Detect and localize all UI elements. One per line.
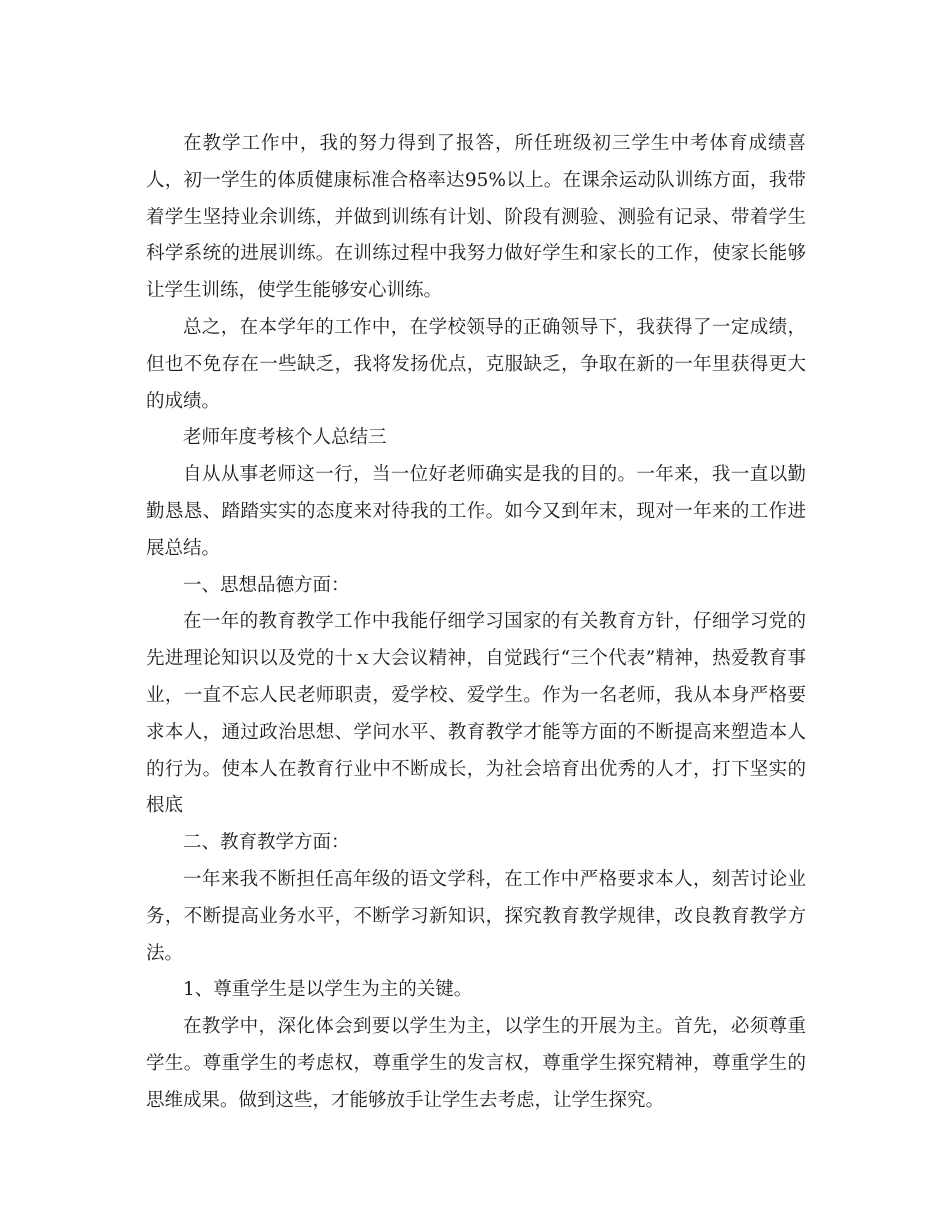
paragraph-sports-results: 在教学工作中，我的努力得到了报答，所任班级初三学生中考体育成绩喜人，初一学生的体质健康标准合格率达95%以上。在课余运动队训练方面，我带着学生坚持业余训练，并做到训练有计划、阶段有测验、测验有记录、带着学生科学系统的进展训练。在训练过程中我努力做好学生和家长的工作，使家长能够让学生训练，使学生能够安心训练。	[146, 133, 806, 302]
paragraph-introduction: 自从从事老师这一行，当一位好老师确实是我的目的。一年来，我一直以勤勤恳恳、踏踏实实的态度来对待我的工作。如今又到年末，现对一年来的工作进展总结。	[146, 464, 806, 559]
heading-education-teaching: 二、教育教学方面：	[183, 832, 350, 854]
paragraph-respect-students: 在教学中，深化体会到要以学生为主，以学生的开展为主。首先，必须尊重学生。尊重学生的考虑权，尊重学生的发言权，尊重学生探究精神，尊重学生的思维成果。做到这些，才能够放手让学生去考虑，让学生探究。	[146, 1016, 806, 1111]
document-body	[146, 126, 806, 1120]
paragraph-education-teaching: 一年来我不断担任高年级的语文学科，在工作中严格要求本人，刻苦讨论业务，不断提高业务水平，不断学习新知识，探究教育教学规律，改良教育教学方法。	[146, 868, 806, 964]
paragraph-conclusion: 总之，在本学年的工作中，在学校领导的正确领导下，我获得了一定成绩，但也不免存在一些缺乏，我将发扬优点，克服缺乏，争取在新的一年里获得更大的成绩。	[146, 316, 806, 412]
subheading-respect-students: 1、尊重学生是以学生为主的关键。	[183, 979, 473, 1001]
section-title-summary-three: 老师年度考核个人总结三	[183, 427, 387, 449]
paragraph-ideology-morality: 在一年的教育教学工作中我能仔细学习国家的有关教育方针，仔细学习党的先进理论知识以及党的十ｘ大会议精神，自觉践行“三个代表”精神，热爱教育事业，一直不忘人民老师职责，爱学校、爱学生。作为一名老师，我从本身严格要求本人，通过政治思想、学问水平、教育教学才能等方面的不断提高来塑造本人的行为。使本人在教育行业中不断成长，为社会培育出优秀的人才，打下坚实的根底	[146, 611, 806, 817]
heading-ideology-morality: 一、思想品德方面：	[183, 574, 350, 596]
